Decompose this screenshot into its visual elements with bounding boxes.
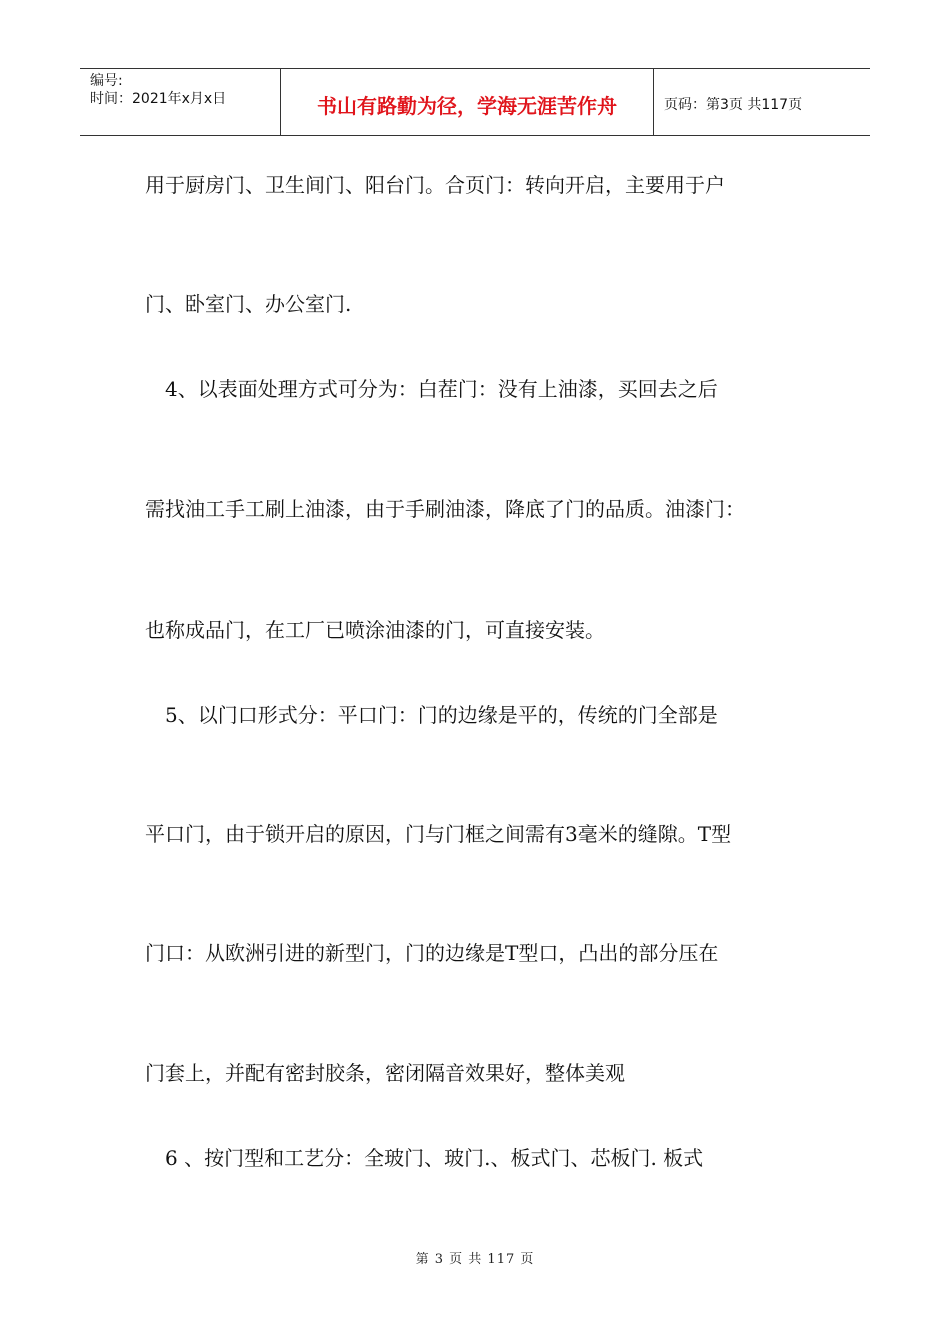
body-line: 用于厨房门、卫生间门、阳台门。合页门：转向开启，主要用于户 <box>145 173 725 197</box>
header-page-info: 页码：第3页 共117页 <box>664 97 803 113</box>
body-line: 6 、按门型和工艺分：全玻门、玻门.、板式门、芯板门. 板式 <box>145 1146 704 1170</box>
body-line: 5、以门口形式分：平口门：门的边缘是平的，传统的门全部是 <box>145 703 718 727</box>
body-line: 门套上，并配有密封胶条，密闭隔音效果好，整体美观 <box>145 1061 625 1085</box>
header-motto: 书山有路勤为径，学海无涯苦作舟 <box>317 93 617 118</box>
body-line: 门口：从欧洲引进的新型门，门的边缘是T型口，凸出的部分压在 <box>145 941 719 965</box>
page-footer: 第 3 页 共 117 页 <box>415 1252 535 1267</box>
body-line: 需找油工手工刷上油漆，由于手刷油漆，降底了门的品质。油漆门： <box>145 497 745 521</box>
body-line: 也称成品门，在工厂已喷涂油漆的门，可直接安装。 <box>145 618 605 642</box>
page-header <box>80 68 870 136</box>
header-page-cell <box>654 69 870 135</box>
body-line: 4、以表面处理方式可分为：白茬门：没有上油漆，买回去之后 <box>145 377 718 401</box>
document-time-label: 时间：2021年x月x日 <box>90 91 227 107</box>
header-meta-cell <box>80 69 281 135</box>
body-line: 平口门，由于锁开启的原因，门与门框之间需有3毫米的缝隙。T型 <box>145 822 732 846</box>
body-line: 门、卧室门、办公室门. <box>145 292 352 316</box>
document-number-label: 编号: <box>90 73 123 89</box>
header-motto-cell <box>281 69 654 135</box>
